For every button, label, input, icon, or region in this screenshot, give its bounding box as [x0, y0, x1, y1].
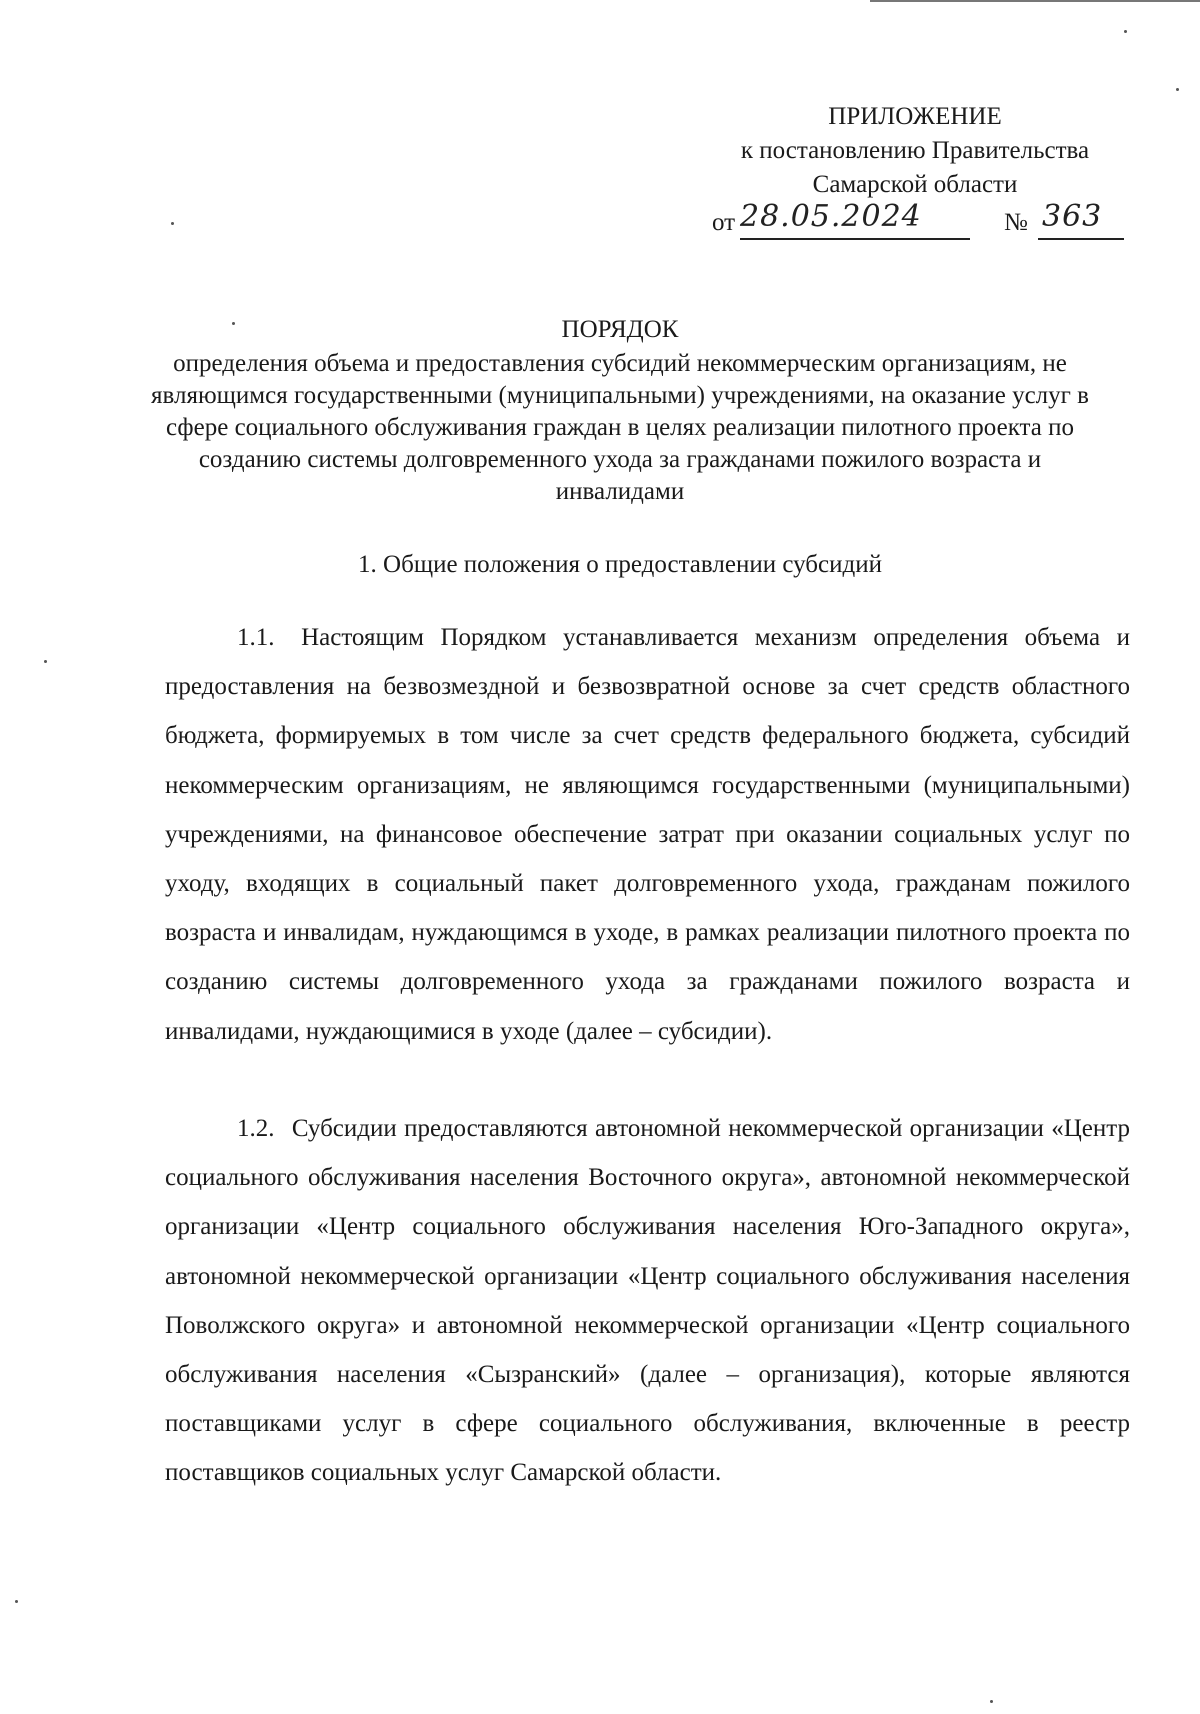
paragraph-number: 1.2.: [237, 1115, 275, 1142]
scan-speck: [1176, 88, 1179, 91]
paragraph-text: Настоящим Порядком устанавливается механизм определения объема и предоставления на безвозмездной и безвозвратной основе за счет средств областного бюджета, формируемых в том числе за счет средств федерального бюджета, субсидий некоммерческим организациям, не являющимся государственными (муниципальными) учреждениями, на финансовое обеспечение затрат при оказании социальных услуг по уходу, входящих в социальный пакет долговременного ухода, гражданам пожилого возраста и инвалидам, нуждающимся в уходе, в рамках реализации пилотного проекта по созданию системы долговременного ухода за гражданами пожилого возраста и инвалидами, нуждающимися в уходе (далее – субсидии).: [165, 624, 1130, 1045]
document-title-block: [140, 312, 1100, 508]
appendix-title: ПРИЛОЖЕНИЕ: [828, 103, 1002, 130]
document-subtitle: определения объема и предоставления субсидий некоммерческим организациям, не являющимся государственными (муниципальными) учреждениями, на оказание услуг в сфере социального обслуживания граждан в целях реализации пилотного проекта по созданию системы долговременного ухода за гражданами пожилого возраста и инвалидами: [151, 350, 1089, 505]
scan-speck: [15, 1600, 18, 1603]
appendix-header: [695, 100, 1135, 202]
scan-speck: [1124, 30, 1127, 33]
appendix-region-line: Самарской области: [812, 171, 1018, 198]
handwritten-date: 28.05.2024: [740, 199, 922, 234]
scan-speck: [990, 1700, 993, 1703]
date-underline: [740, 238, 970, 240]
handwritten-number: 363: [1042, 199, 1103, 234]
scan-edge-rule: [870, 0, 1200, 2]
section-heading: 1. Общие положения о предоставлении субсидий: [358, 551, 882, 578]
date-prefix: от: [712, 209, 736, 236]
paragraph: [165, 613, 1130, 1056]
scan-speck: [171, 222, 174, 225]
paragraph-text: Субсидии предоставляются автономной некоммерческой организации «Центр социального обслуживания населения Восточного округа», автономной некоммерческой организации «Центр социального обслуживания населения Юго-Западного округа», автономной некоммерческой организации «Центр социального обслуживания населения Поволжского округа» и автономной некоммерческой организации «Центр социального обслуживания населения «Сызранский» (далее – организация), которые являются поставщиками услуг в сфере социального обслуживания, включенные в реестр поставщиков социальных услуг Самарской области.: [165, 1115, 1130, 1487]
number-underline: [1038, 238, 1124, 240]
paragraph-number: 1.1.: [237, 624, 275, 651]
document-title: ПОРЯДОК: [561, 316, 679, 343]
number-sign: №: [1004, 209, 1028, 236]
paragraph: [165, 1104, 1130, 1498]
scan-speck: [44, 660, 47, 663]
appendix-reference-line: к постановлению Правительства: [740, 137, 1090, 164]
